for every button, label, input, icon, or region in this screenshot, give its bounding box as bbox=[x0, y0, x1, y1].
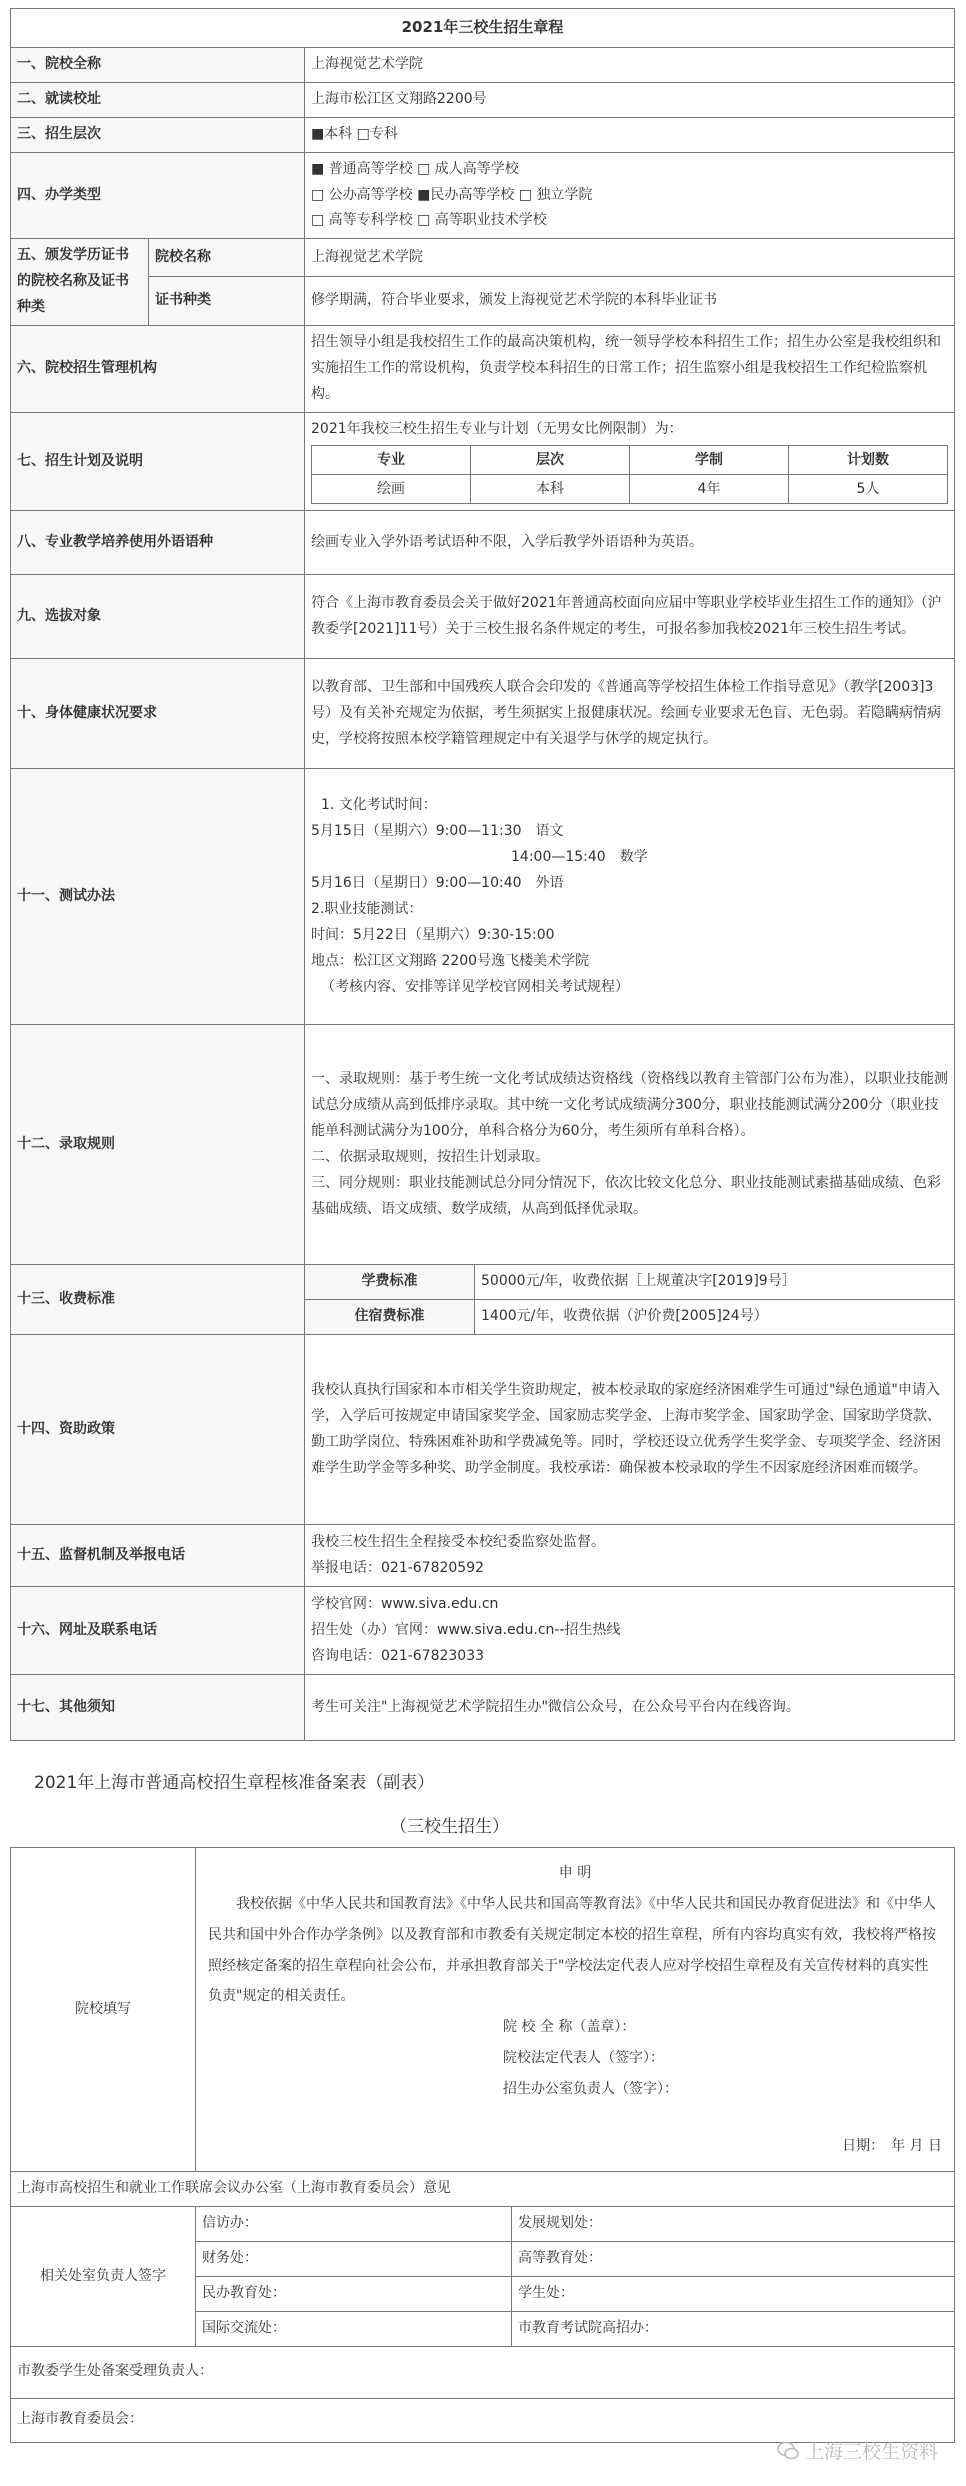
row-label: 二、就读校址 bbox=[11, 82, 305, 117]
type-line: ■ 普通高等学校 □ 成人高等学校 bbox=[311, 160, 519, 177]
sub-label: 证书种类 bbox=[149, 276, 305, 325]
plan-intro: 2021年我校三校生招生专业与计划（无男女比例限制）为： bbox=[311, 420, 683, 437]
test-line: 地点：松江区文翔路 2200号逸飞楼美术学院 bbox=[311, 952, 590, 969]
watermark-text: 上海三校生资料 bbox=[804, 2441, 938, 2463]
row-label: 一、院校全称 bbox=[11, 48, 305, 83]
test-line: 2.职业技能测试： bbox=[311, 900, 423, 917]
row-label: 五、颁发学历证书的院校名称及证书种类 bbox=[11, 239, 149, 326]
row-label: 十一、测试办法 bbox=[11, 769, 305, 1025]
opinion-row: 上海市高校招生和就业工作联席会议办公室（上海市教育委员会）意见 bbox=[11, 2172, 955, 2207]
contact-line: 咨询电话：021-67823033 bbox=[311, 1647, 485, 1664]
row-label: 十二、录取规则 bbox=[11, 1025, 305, 1265]
sub-label: 住宿费标准 bbox=[305, 1300, 475, 1335]
appendix-subtitle: （三校生招生） bbox=[390, 1817, 509, 1838]
test-line: 5月16日（星期日）9:00—10:40 外语 bbox=[311, 874, 564, 891]
row-value bbox=[305, 1025, 955, 1265]
row-value: 符合《上海市教育委员会关于做好2021年普通高校面向应届中等职业学校毕业生招生工作的通知》（沪教委学[2021]11号）关于三校生报名条件规定的考生，可报名参加我校2021年三校生招生考试。 bbox=[305, 575, 955, 659]
filing-row: 市教委学生处备案受理负责人： bbox=[11, 2346, 955, 2398]
type-line: □ 公办高等学校 ■民办高等学校 □ 独立学院 bbox=[311, 186, 593, 203]
row-value: 我校认真执行国家和本市相关学生资助规定，被本校录取的家庭经济困难学生可通过"绿色通道"申请入学，入学后可按规定申请国家奖学金、国家励志奖学金、上海市奖学金、国家助学金、国家助学贷款、勤工助学岗位、特殊困难补助和学费减免等。同时，学校还设立优秀学生奖学金、专项奖学金、经济困难学生助学金等多种奖、助学金制度。我校承诺：确保被本校录取的学生不因家庭经济困难而辍学。 bbox=[305, 1335, 955, 1525]
date-line: 日期： 年 月 日 bbox=[842, 2137, 942, 2154]
plan-cell: 绘画 bbox=[312, 474, 471, 503]
row-label: 七、招生计划及说明 bbox=[11, 412, 305, 511]
row-value bbox=[305, 412, 955, 511]
row-label: 九、选拔对象 bbox=[11, 575, 305, 659]
row-value bbox=[305, 1587, 955, 1675]
plan-header: 专业 bbox=[312, 445, 471, 474]
row-label: 八、专业教学培养使用外语语种 bbox=[11, 511, 305, 575]
rule-line: 一、录取规则：基于考生统一文化考试成绩达资格线（资格线以教育主管部门公布为准），以职业技能测试总分成绩从高到低排序录取。其中统一文化考试成绩满分300分，职业技能测试满分200分（职业技能单科测试满分为100分，单科合格分为60分，考生须所有单科合格）。 bbox=[311, 1071, 948, 1139]
row-label: 十四、资助政策 bbox=[11, 1335, 305, 1525]
dept-cell: 高等教育处： bbox=[512, 2242, 955, 2277]
declaration-heading: 申 明 bbox=[558, 1865, 592, 1882]
watermark bbox=[777, 2437, 938, 2464]
type-line: □ 高等专科学校 □ 高等职业技术学校 bbox=[311, 212, 547, 229]
row-value: 上海视觉艺术学院 bbox=[305, 48, 955, 83]
contact-line: 招生处（办）官网：www.siva.edu.cn--招生热线 bbox=[311, 1621, 621, 1638]
appendix-table bbox=[10, 1847, 955, 2443]
sub-label: 学费标准 bbox=[305, 1265, 475, 1300]
dept-label: 相关处室负责人签字 bbox=[11, 2207, 196, 2347]
plan-header: 层次 bbox=[471, 445, 630, 474]
declaration-body: 我校依据《中华人民共和国教育法》《中华人民共和国高等教育法》《中华人民共和国民办教育促进法》和《中华人民共和国中外合作办学条例》以及教育部和市教委有关规定制定本校的招生章程，所有内容均真实有效，我校将严格按照经核定备案的招生章程向社会公布，并承担教育部关于"学校法定代表人应对学校招生章程及有关宣传材料的真实性负责"规定的相关责任。 bbox=[208, 1895, 936, 2005]
row-label: 三、招生层次 bbox=[11, 117, 305, 152]
row-value bbox=[305, 1525, 955, 1587]
declaration bbox=[196, 1848, 955, 2172]
rule-line: 二、依据录取规则，按招生计划录取。 bbox=[311, 1148, 549, 1165]
signature-line: 院校法定代表人（签字）： bbox=[503, 2049, 664, 2066]
rule-line: 三、同分规则：职业技能测试总分同分情况下，依次比较文化总分、职业技能测试素描基础成绩、色彩基础成绩、语文成绩、数学成绩，从高到低择优录取。 bbox=[311, 1174, 941, 1217]
plan-cell: 5人 bbox=[789, 474, 948, 503]
charter-title: 2021年三校生招生章程 bbox=[11, 9, 955, 48]
dept-cell: 发展规划处： bbox=[512, 2207, 955, 2242]
dept-cell: 学生处： bbox=[512, 2276, 955, 2311]
plan-table bbox=[311, 445, 948, 505]
plan-cell: 本科 bbox=[471, 474, 630, 503]
row-label: 十六、网址及联系电话 bbox=[11, 1587, 305, 1675]
supervision-line: 举报电话：021-67820592 bbox=[311, 1559, 485, 1576]
signature-line: 招生办公室负责人（签字）： bbox=[503, 2080, 678, 2097]
row-value: ■本科 □专科 bbox=[305, 117, 955, 152]
dept-cell: 市教育考试院高招办： bbox=[512, 2311, 955, 2346]
row-label: 十、身体健康状况要求 bbox=[11, 659, 305, 769]
row-label: 十七、其他须知 bbox=[11, 1675, 305, 1741]
appendix-title: 2021年上海市普通高校招生章程核准备案表（副表） bbox=[34, 1773, 435, 1794]
sub-label: 院校名称 bbox=[149, 239, 305, 276]
fill-label: 院校填写 bbox=[11, 1848, 196, 2172]
plan-cell: 4年 bbox=[630, 474, 789, 503]
test-line: 5月15日（星期六）9:00—11:30 语文 bbox=[311, 823, 564, 840]
row-label: 十三、收费标准 bbox=[11, 1265, 305, 1335]
row-value: 上海市松江区文翔路2200号 bbox=[305, 82, 955, 117]
row-value: 考生可关注"上海视觉艺术学院招生办"微信公众号，在公众号平台内在线咨询。 bbox=[305, 1675, 955, 1741]
commission-row: 上海市教育委员会： bbox=[11, 2398, 955, 2442]
row-label: 四、办学类型 bbox=[11, 152, 305, 239]
row-value: 招生领导小组是我校招生工作的最高决策机构，统一领导学校本科招生工作；招生办公室是我校组织和实施招生工作的常设机构，负责学校本科招生的日常工作；招生监察小组是我校招生工作纪检监察机构。 bbox=[305, 326, 955, 413]
charter-table bbox=[10, 8, 955, 1741]
dept-cell: 信访办： bbox=[196, 2207, 512, 2242]
plan-header: 学制 bbox=[630, 445, 789, 474]
document bbox=[10, 8, 955, 2443]
row-value: 50000元/年，收费依据［上规董决字[2019]9号］ bbox=[475, 1265, 955, 1300]
row-value: 1400元/年，收费依据（沪价费[2005]24号） bbox=[475, 1300, 955, 1335]
supervision-line: 我校三校生招生全程接受本校纪委监察处监督。 bbox=[311, 1533, 605, 1550]
row-value: 以教育部、卫生部和中国残疾人联合会印发的《普通高等学校招生体检工作指导意见》（教学[2003]3号）及有关补充规定为依据，考生须据实上报健康状况。绘画专业要求无色盲、无色弱。若隐瞒病情病史，学校将按照本校学籍管理规定中有关退学与休学的规定执行。 bbox=[305, 659, 955, 769]
dept-cell: 国际交流处： bbox=[196, 2311, 512, 2346]
row-value bbox=[305, 769, 955, 1025]
plan-header: 计划数 bbox=[789, 445, 948, 474]
row-value: 上海视觉艺术学院 bbox=[305, 239, 955, 276]
test-line: 14:00—15:40 数学 bbox=[511, 849, 648, 866]
dept-cell: 财务处： bbox=[196, 2242, 512, 2277]
test-line: （考核内容、安排等详见学校官网相关考试规程） bbox=[321, 978, 629, 995]
dept-cell: 民办教育处： bbox=[196, 2276, 512, 2311]
signature-line: 院 校 全 称（盖章）： bbox=[503, 2019, 636, 2036]
row-value bbox=[305, 152, 955, 239]
row-value: 绘画专业入学外语考试语种不限，入学后教学外语语种为英语。 bbox=[305, 511, 955, 575]
row-label: 十五、监督机制及举报电话 bbox=[11, 1525, 305, 1587]
row-value: 修学期满，符合毕业要求，颁发上海视觉艺术学院的本科毕业证书 bbox=[305, 276, 955, 325]
test-line: 1. 文化考试时间： bbox=[321, 797, 437, 814]
wechat-icon bbox=[777, 2440, 799, 2462]
contact-line: 学校官网：www.siva.edu.cn bbox=[311, 1595, 499, 1612]
row-label: 六、院校招生管理机构 bbox=[11, 326, 305, 413]
test-line: 时间：5月22日（星期六）9:30-15:00 bbox=[311, 926, 555, 943]
